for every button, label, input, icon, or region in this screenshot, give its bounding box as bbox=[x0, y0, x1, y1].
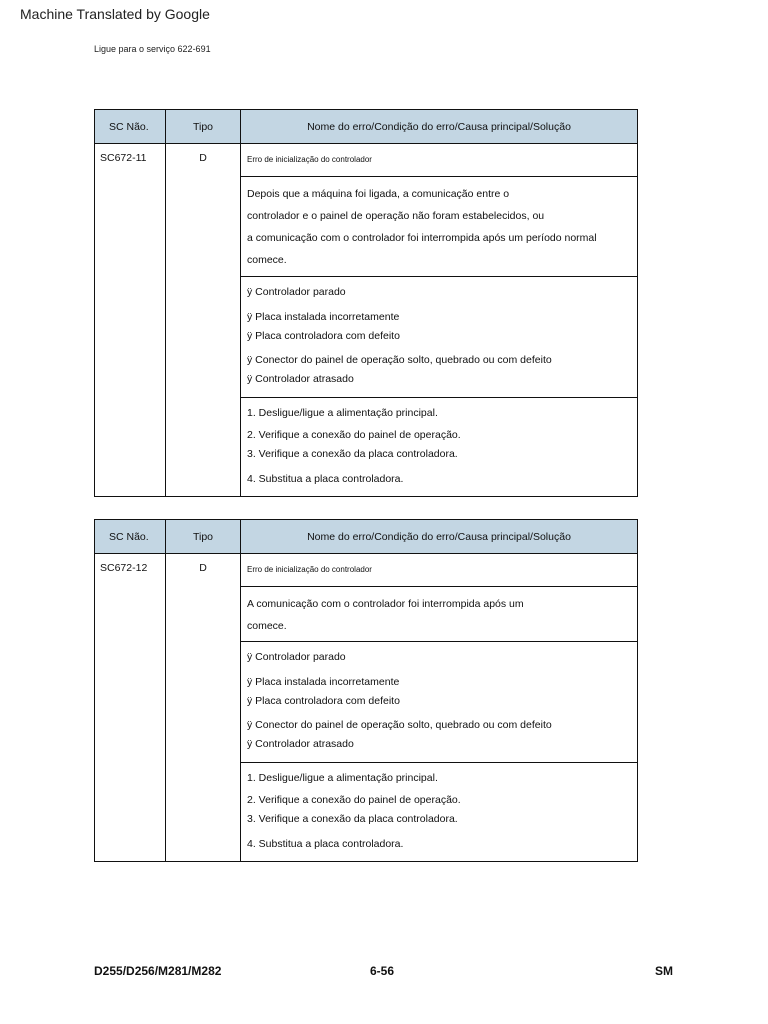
cause-item: ÿ Placa controladora com defeito bbox=[247, 695, 400, 707]
error-condition bbox=[241, 587, 638, 642]
cause-item: ÿ Controlador parado bbox=[247, 651, 346, 663]
error-solutions bbox=[241, 763, 638, 862]
error-causes bbox=[241, 277, 638, 398]
cause-item: ÿ Controlador atrasado bbox=[247, 738, 354, 750]
error-causes bbox=[241, 642, 638, 763]
footer-manual-code: SM bbox=[655, 964, 673, 978]
translation-banner: Machine Translated by Google bbox=[20, 6, 210, 22]
solution-step: 3. Verifique a conexão da placa controladora. bbox=[247, 813, 458, 825]
error-condition bbox=[241, 177, 638, 277]
cause-item: ÿ Conector do painel de operação solto, quebrado ou com defeito bbox=[247, 354, 552, 366]
solution-step: 4. Substitua a placa controladora. bbox=[247, 838, 404, 850]
sc-table-2 bbox=[94, 519, 638, 862]
cause-item: ÿ Conector do painel de operação solto, quebrado ou com defeito bbox=[247, 719, 552, 731]
table-row bbox=[95, 554, 638, 587]
condition-line: controlador e o painel de operação não foram estabelecidos, ou bbox=[247, 210, 545, 222]
cause-item: ÿ Controlador atrasado bbox=[247, 373, 354, 385]
error-name: Erro de inicialização do controlador bbox=[241, 144, 638, 177]
error-name: Erro de inicialização do controlador bbox=[241, 554, 638, 587]
footer-page-number: 6-56 bbox=[370, 964, 395, 978]
condition-line: comece. bbox=[247, 254, 287, 266]
solution-step: 2. Verifique a conexão do painel de operação. bbox=[247, 794, 461, 806]
cause-item: ÿ Controlador parado bbox=[247, 286, 346, 298]
table-header-row bbox=[95, 110, 638, 144]
condition-line: comece. bbox=[247, 620, 287, 632]
sc-type: D bbox=[166, 554, 241, 862]
service-call-subheader: Ligue para o serviço 622-691 bbox=[94, 44, 211, 54]
solution-step: 1. Desligue/ligue a alimentação principal. bbox=[247, 772, 438, 784]
solution-step: 3. Verifique a conexão da placa controladora. bbox=[247, 448, 458, 460]
solution-step: 1. Desligue/ligue a alimentação principal. bbox=[247, 407, 438, 419]
cause-item: ÿ Placa controladora com defeito bbox=[247, 330, 400, 342]
solution-step: 4. Substitua a placa controladora. bbox=[247, 473, 404, 485]
solution-step: 2. Verifique a conexão do painel de operação. bbox=[247, 429, 461, 441]
table-row bbox=[95, 144, 638, 177]
header-sc-code: SC Não. bbox=[95, 520, 166, 554]
header-error-name: Nome do erro/Condição do erro/Causa principal/Solução bbox=[241, 520, 638, 554]
cause-item: ÿ Placa instalada incorretamente bbox=[247, 676, 400, 688]
header-sc-code: SC Não. bbox=[95, 110, 166, 144]
sc-code: SC672-11 bbox=[95, 144, 166, 497]
condition-line: Depois que a máquina foi ligada, a comunicação entre o bbox=[247, 188, 510, 200]
header-type: Tipo bbox=[166, 520, 241, 554]
cause-item: ÿ Placa instalada incorretamente bbox=[247, 311, 400, 323]
header-error-name: Nome do erro/Condição do erro/Causa principal/Solução bbox=[241, 110, 638, 144]
condition-line: A comunicação com o controlador foi interrompida após um bbox=[247, 598, 524, 610]
table-header-row bbox=[95, 520, 638, 554]
footer-model-numbers: D255/D256/M281/M282 bbox=[94, 964, 222, 978]
header-type: Tipo bbox=[166, 110, 241, 144]
error-solutions bbox=[241, 398, 638, 497]
condition-line: a comunicação com o controlador foi interrompida após um período normal bbox=[247, 232, 597, 244]
sc-code: SC672-12 bbox=[95, 554, 166, 862]
sc-type: D bbox=[166, 144, 241, 497]
sc-table-1 bbox=[94, 109, 638, 497]
